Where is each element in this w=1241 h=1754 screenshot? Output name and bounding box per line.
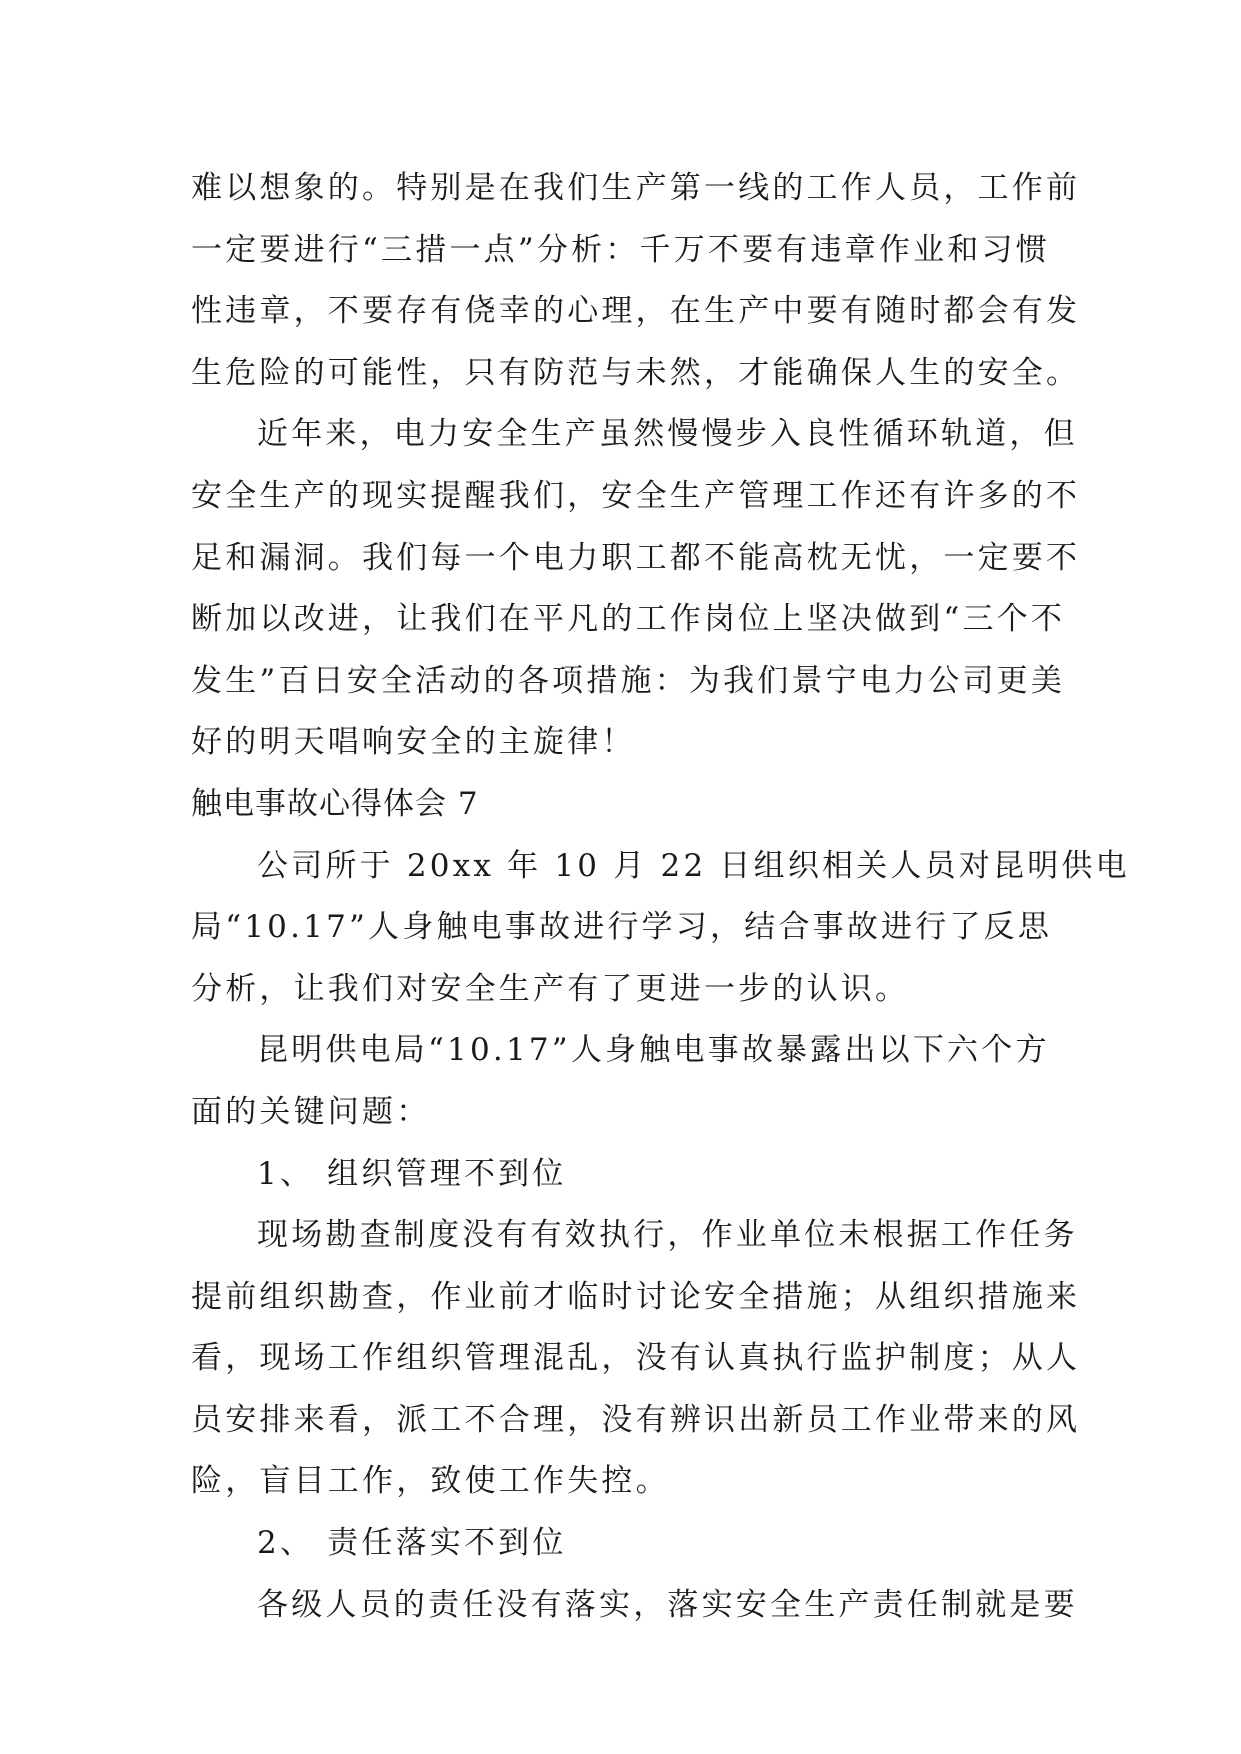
numbered-item-heading: 2、 责任落实不到位 [257,1525,567,1562]
text-line: 生危险的可能性，只有防范与未然，才能确保人生的安全。 [191,354,1081,391]
text-line: 难以想象的。特别是在我们生产第一线的工作人员，工作前 [191,170,1081,206]
text-line: 局“10.17”人身触电事故进行学习，结合事故进行了反思 [191,909,1053,946]
paragraph-start-line: 现场勘查制度没有有效执行，作业单位未根据工作任务 [257,1217,1078,1254]
paragraph-start-line: 近年来，电力安全生产虽然慢慢步入良性循环轨道，但 [257,416,1078,453]
paragraph-start-line: 公司所于 20xx 年 10 月 22 日组织相关人员对昆明供电 [257,847,1130,884]
text-line: 分析，让我们对安全生产有了更进一步的认识。 [191,970,910,1007]
text-line: 面的关键问题： [191,1093,431,1130]
text-line: 足和漏洞。我们每一个电力职工都不能高枕无忧，一定要不 [191,539,1081,576]
document-body [191,158,1130,1636]
text-line: 断加以改进，让我们在平凡的工作岗位上坚决做到“三个不 [191,601,1066,638]
paragraph-start-line: 各级人员的责任没有落实，落实安全生产责任制就是要 [257,1586,1078,1623]
text-line: 险，盲目工作，致使工作失控。 [191,1463,670,1500]
paragraph-start-line: 昆明供电局“10.17”人身触电事故暴露出以下六个方 [257,1032,1050,1069]
text-line: 好的明天唱响安全的主旋律！ [191,724,636,761]
numbered-item-heading: 1、 组织管理不到位 [257,1155,567,1192]
text-line: 性违章，不要存有侥幸的心理，在生产中要有随时都会有发 [191,293,1081,330]
section-heading: 触电事故心得体会 7 [191,785,479,822]
text-line: 提前组织勘查，作业前才临时讨论安全措施；从组织措施来 [191,1278,1081,1315]
text-line: 安全生产的现实提醒我们，安全生产管理工作还有许多的不 [191,477,1081,514]
text-line: 一定要进行“三措一点”分析：千万不要有违章作业和习惯 [191,231,1050,268]
text-line: 员安排来看，派工不合理，没有辨识出新员工作业带来的风 [191,1401,1081,1438]
text-line: 看，现场工作组织管理混乱，没有认真执行监护制度；从人 [191,1340,1081,1377]
text-line: 发生”百日安全活动的各项措施：为我们景宁电力公司更美 [191,662,1066,699]
